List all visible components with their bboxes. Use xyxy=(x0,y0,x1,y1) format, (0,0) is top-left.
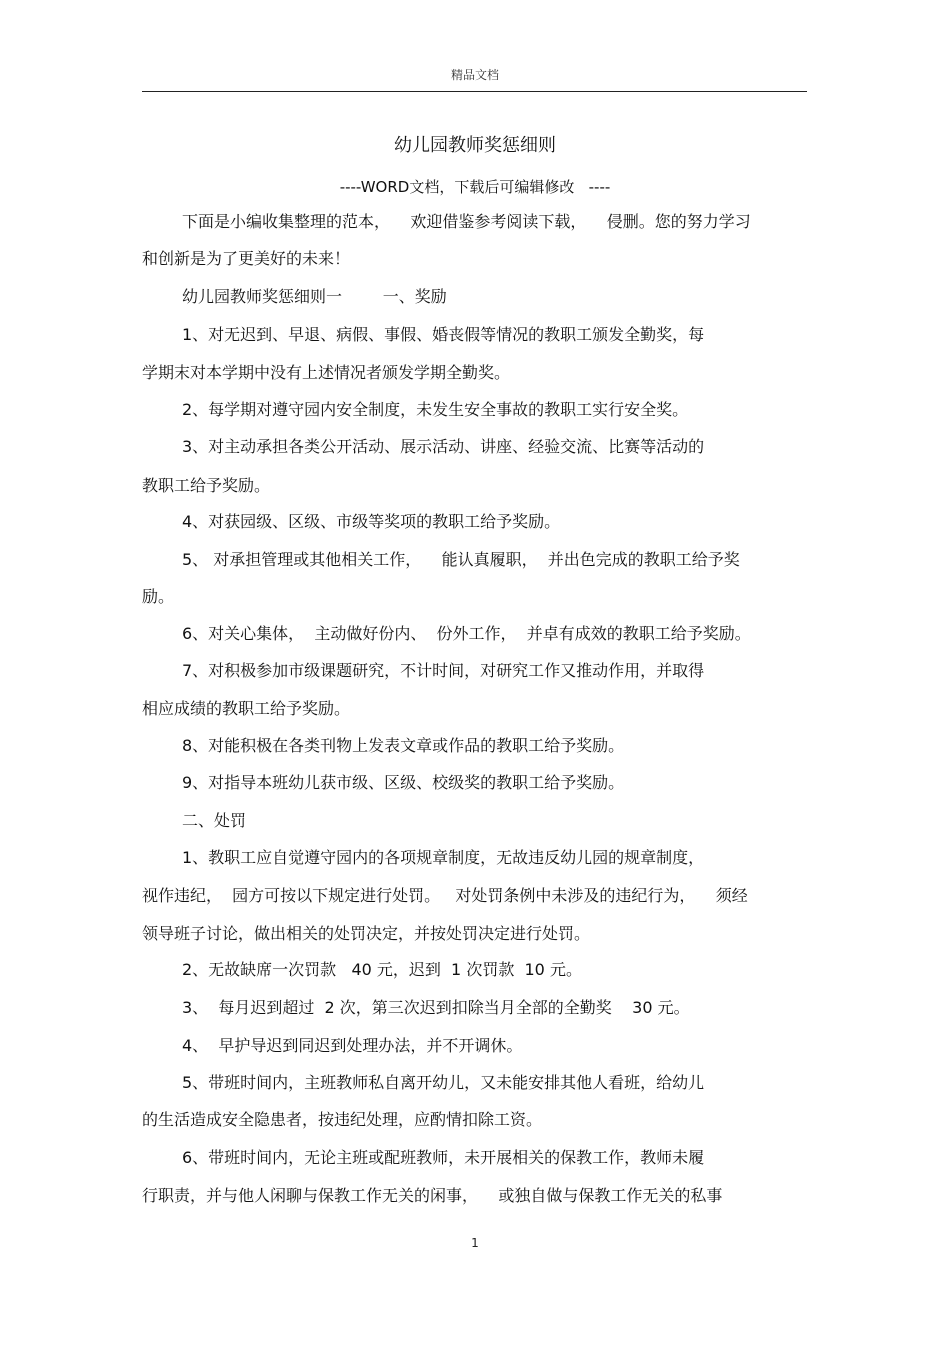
body-line: 2、每学期对遵守园内安全制度，未发生安全事故的教职工实行安全奖。 xyxy=(182,400,689,419)
body-line: 下面是小编收集整理的范本， 欢迎借鉴参考阅读下载， 侵删。您的努力学习 xyxy=(182,212,751,231)
body-line: 3、对主动承担各类公开活动、展示活动、讲座、经验交流、比赛等活动的 xyxy=(182,437,705,456)
body-line: 6、带班时间内，无论主班或配班教师，未开展相关的保教工作，教师未履 xyxy=(182,1148,705,1167)
body-line: 7、对积极参加市级课题研究，不计时间，对研究工作又推动作用，并取得 xyxy=(182,661,705,680)
body-line: 和创新是为了更美好的未来！ xyxy=(142,249,351,268)
body-line: 领导班子讨论，做出相关的处罚决定，并按处罚决定进行处罚。 xyxy=(142,924,591,943)
body-line: 4、对获园级、区级、市级等奖项的教职工给予奖励。 xyxy=(182,512,561,531)
body-line: 5、带班时间内，主班教师私自离开幼儿，又未能安排其他人看班，给幼儿 xyxy=(182,1073,705,1092)
header-text: 精品文档 xyxy=(450,68,499,82)
body-line: 教职工给予奖励。 xyxy=(142,476,271,495)
body-line: 1、教职工应自觉遵守园内的各项规章制度，无故违反幼儿园的规章制度， xyxy=(182,848,705,867)
page-number: 1 xyxy=(471,1236,479,1250)
document-title: 幼儿园教师奖惩细则 xyxy=(394,135,556,156)
body-line: 8、对能积极在各类刊物上发表文章或作品的教职工给予奖励。 xyxy=(182,736,625,755)
body-line: 4、 早护导迟到同迟到处理办法，并不开调休。 xyxy=(182,1036,523,1055)
body-line: 3、 每月迟到超过 2 次，第三次迟到扣除当月全部的全勤奖 30 元。 xyxy=(182,998,690,1017)
body-line: 1、对无迟到、早退、病假、事假、婚丧假等情况的教职工颁发全勤奖，每 xyxy=(182,325,705,344)
body-line: 9、对指导本班幼儿获市级、区级、校级奖的教职工给予奖励。 xyxy=(182,773,625,792)
body-line: 相应成绩的教职工给予奖励。 xyxy=(142,699,351,718)
body-line: 励。 xyxy=(142,587,175,606)
body-line: 的生活造成安全隐患者，按违纪处理，应酌情扣除工资。 xyxy=(142,1110,543,1129)
body-line: 行职责，并与他人闲聊与保教工作无关的闲事， 或独自做与保教工作无关的私事 xyxy=(142,1186,723,1205)
header-divider xyxy=(142,91,807,92)
body-line: 学期末对本学期中没有上述情况者颁发学期全勤奖。 xyxy=(142,363,511,382)
document-subtitle: ----WORD文档，下载后可编辑修改 ---- xyxy=(339,178,611,196)
body-line: 幼儿园教师奖惩细则一 一、奖励 xyxy=(182,287,447,306)
body-line: 二、处罚 xyxy=(182,811,247,830)
body-line: 5、 对承担管理或其他相关工作， 能认真履职， 并出色完成的教职工给予奖 xyxy=(182,550,740,569)
body-line: 6、对关心集体， 主动做好份内、 份外工作， 并卓有成效的教职工给予奖励。 xyxy=(182,624,751,643)
body-line: 2、无故缺席一次罚款 40 元，迟到 1 次罚款 10 元。 xyxy=(182,960,582,979)
body-line: 视作违纪， 园方可按以下规定进行处罚。 对处罚条例中未涉及的违纪行为， 须经 xyxy=(142,886,748,905)
